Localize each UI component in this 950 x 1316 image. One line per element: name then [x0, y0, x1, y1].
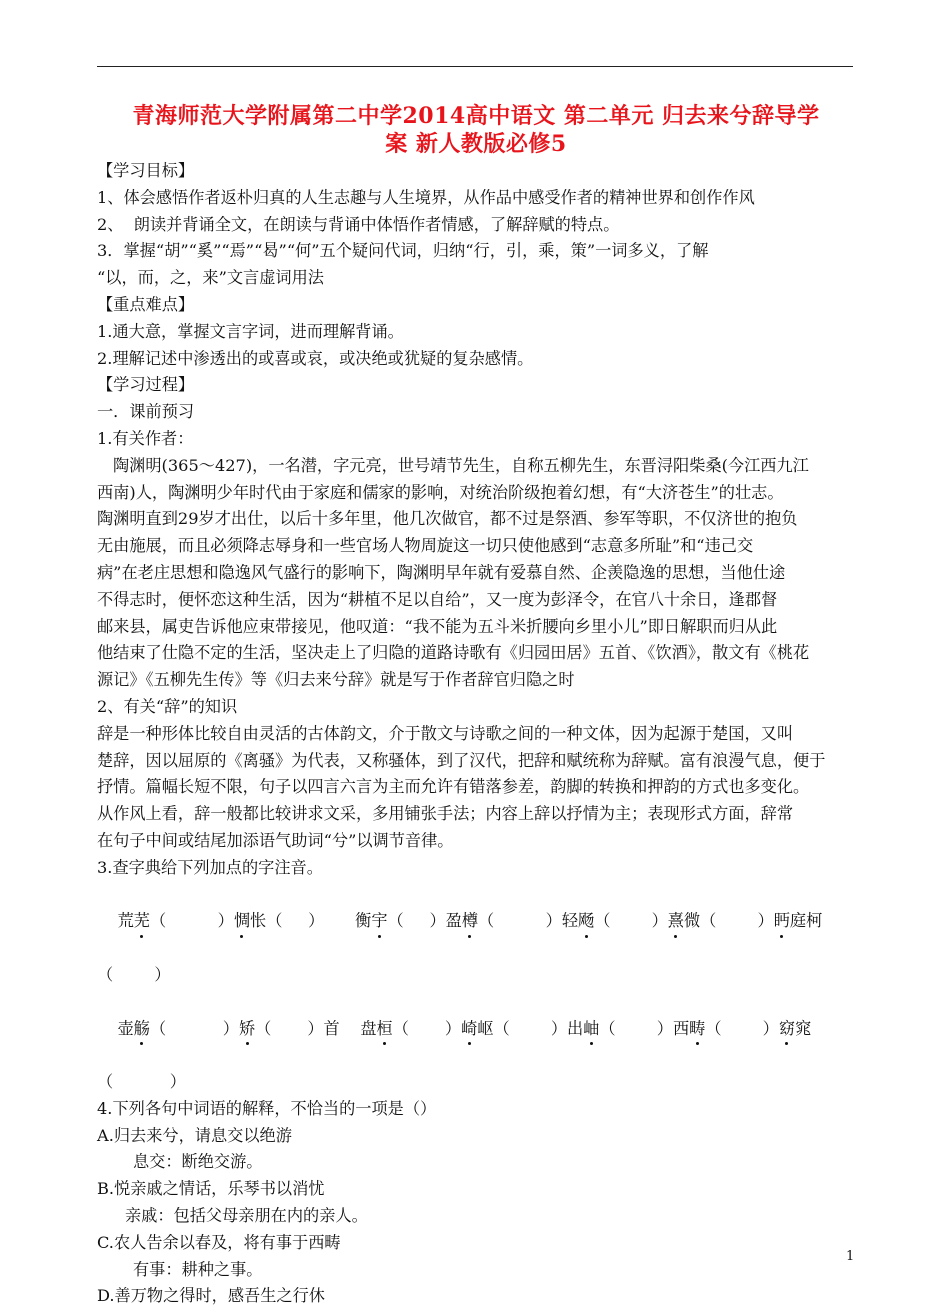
option-c-note: 有事：耕种之事。: [133, 1259, 263, 1279]
author-bio-line: 病”在老庄思想和隐逸风气盛行的影响下，陶渊明早年就有爱慕自然、企羡隐逸的思想，当他仕途: [97, 562, 786, 582]
answer-blank[interactable]: （ ）: [266, 911, 325, 931]
section-heading-key-points: 【重点难点】: [97, 294, 195, 314]
pinyin-item: 窈窕: [779, 1019, 811, 1038]
document-title-line1: 青海师范大学附属第二中学2014高中语文 第二单元 归去来兮辞导学: [132, 103, 820, 129]
answer-blank[interactable]: （ ）: [700, 911, 774, 931]
pinyin-row-1: [97, 882, 855, 962]
pinyin-item: 熹微（ ）: [668, 911, 774, 930]
goal-3-line1: 3．掌握“胡”“奚”“焉”“曷”“何”五个疑问代词，归纳“行，引，乘，策”一词多义，了解: [97, 241, 709, 261]
ci-knowledge-line: 楚辞，因以屈原的《离骚》为代表，又称骚体，到了汉代，把辞和赋统称为辞赋。富有浪漫气息，便于: [97, 750, 826, 770]
ci-knowledge-line: 辞是一种形体比较自由灵活的古体韵文，介于散文与诗歌之间的一种文体，因为起源于楚国，又叫: [97, 723, 794, 743]
pinyin-item: 惆怅（ ）: [234, 911, 324, 930]
pinyin-row-2: [97, 989, 855, 1069]
answer-blank[interactable]: （ ）: [392, 1018, 462, 1038]
pinyin-item: 盈樽（ ）: [446, 911, 562, 930]
answer-blank[interactable]: （ ）: [599, 1018, 673, 1038]
author-bio-line: 无由施展，而且必须降志辱身和一些官场人物周旋这一切只使他感到“志意多所耻”和“违己交: [97, 536, 754, 556]
author-bio-line: 他结束了仕隐不定的生活，坚决走上了归隐的道路诗歌有《归园田居》五首、《饮酒》，散文有《桃花: [97, 643, 810, 663]
author-bio-line: 源记》《五柳先生传》等《归去来兮辞》就是写于作者辞官归隐之时: [97, 670, 575, 690]
option-c: C.农人告余以春及，将有事于西畴: [97, 1232, 341, 1252]
part-heading-preview: 一．课前预习: [97, 402, 195, 422]
option-b: B.悦亲戚之情话，乐琴书以消忧: [97, 1179, 325, 1199]
author-bio-line: 不得志时，便怀恋这种生活，因为“耕植不足以自给”，又一度为彭泽令，在官八十余日，逢郡督: [97, 589, 778, 609]
goal-2: 2、 朗读并背诵全文，在朗读与背诵中体悟作者情感，了解辞赋的特点。: [97, 214, 620, 234]
pinyin-item: 壶觞（ ）: [118, 1019, 239, 1038]
pinyin-item: 西畴（ ）: [673, 1019, 779, 1038]
goal-3-line2: “以，而，之，来”文言虚词用法: [97, 268, 324, 288]
author-bio-line: 邮来县，属吏告诉他应束带接见，他叹道：“我不能为五斗米折腰向乡里小儿”即日解职而归从此: [97, 616, 778, 636]
pinyin-item: 衡宇（ ）: [355, 911, 445, 930]
option-b-note: 亲戚：包括父母亲朋在内的亲人。: [125, 1206, 368, 1226]
key-point-1: 1.通大意，掌握文言字词，进而理解背诵。: [97, 321, 404, 341]
author-bio-line: 西南)人，陶渊明少年时代由于家庭和儒家的影响，对统治阶级抱着幻想，有“大济苍生”的壮志。: [97, 482, 784, 502]
answer-blank[interactable]: （ ）: [594, 911, 668, 931]
answer-blank[interactable]: （ ）: [149, 1018, 239, 1038]
author-bio-line: 陶渊明(365～427)，一名潜，字元亮，世号靖节先生，自称五柳先生，东晋浔阳柴桑(今江西九江: [113, 455, 809, 475]
ci-knowledge-line: 在句子中间或结尾加添语气助词“兮”以调节音律。: [97, 830, 454, 850]
pinyin-item: 崎岖（ ）: [461, 1019, 567, 1038]
key-point-2: 2.理解记述中渗透出的或喜或哀，或决绝或犹疑的复杂感情。: [97, 348, 534, 368]
answer-blank[interactable]: （ ）: [97, 964, 171, 984]
goal-1: 1、体会感悟作者返朴归真的人生志趣与人生境界，从作品中感受作者的精神世界和创作作风: [97, 187, 755, 207]
ci-knowledge-line: 从作风上看，辞一般都比较讲求文采，多用铺张手法；内容上辞以抒情为主；表现形式方面，辞常: [97, 804, 794, 824]
answer-blank[interactable]: （ ）首: [255, 1018, 340, 1038]
answer-blank[interactable]: （ ）: [493, 1018, 568, 1038]
section-heading-goals: 【学习目标】: [97, 161, 195, 180]
pinyin-item: 眄庭柯: [774, 911, 823, 930]
pinyin-item: 荒芜（ ）: [118, 911, 234, 930]
document-title-line2: 案 新人教版必修5: [385, 131, 567, 157]
ci-knowledge-line: 抒情。篇幅长短不限，句子以四言六言为主而允许有错落参差，韵脚的转换和押韵的方式也多变化。: [97, 777, 810, 797]
answer-blank[interactable]: （ ）: [705, 1018, 779, 1038]
question-2-heading: 2、有关“辞”的知识: [97, 696, 238, 716]
option-a-note: 息交：断绝交游。: [133, 1152, 263, 1172]
answer-blank[interactable]: （ ）: [149, 911, 234, 931]
question-4: 4.下列各句中词语的解释，不恰当的一项是（）: [97, 1098, 437, 1118]
option-a: A.归去来兮，请息交以绝游: [97, 1125, 292, 1145]
answer-blank[interactable]: （ ）: [387, 911, 446, 931]
pinyin-item: 矫（ ）首: [239, 1019, 340, 1038]
question-3-heading: 3.查字典给下列加点的字注音。: [97, 857, 323, 877]
answer-blank[interactable]: （ ）: [478, 911, 562, 931]
option-d: D.善万物之得时，感吾生之行休: [97, 1286, 325, 1306]
pinyin-item: 出岫（ ）: [567, 1019, 673, 1038]
question-1-heading: 1.有关作者：: [97, 428, 194, 448]
page-number: 1: [846, 1249, 855, 1264]
header-rule: [97, 66, 853, 67]
document-body: [97, 102, 855, 1310]
pinyin-item: 轻飏（ ）: [562, 911, 668, 930]
section-heading-process: 【学习过程】: [97, 375, 195, 395]
answer-blank[interactable]: （ ）: [97, 1072, 186, 1092]
author-bio-line: 陶渊明直到29岁才出仕，以后十多年里，他几次做官，都不过是祭酒、参军等职，不仅济世的抱负: [97, 509, 798, 529]
pinyin-item: 盘桓（ ）: [360, 1019, 461, 1038]
